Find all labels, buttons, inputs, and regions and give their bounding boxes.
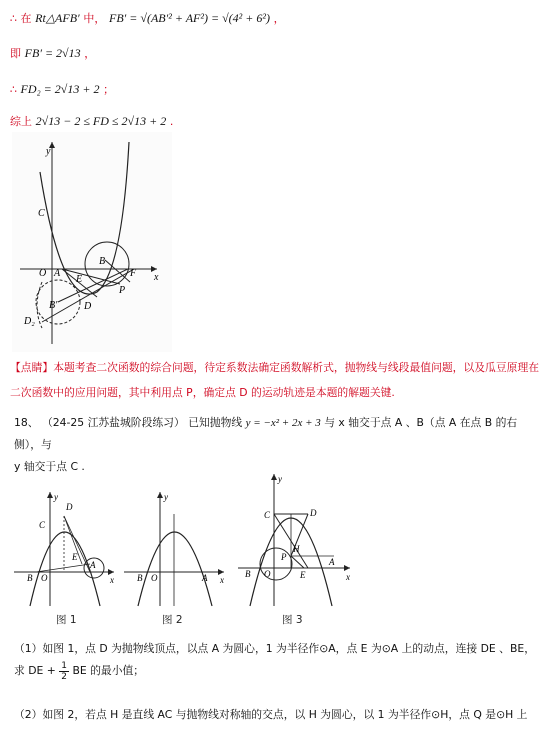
part-1-text-a: （1）如图 1，点 D 为抛物线顶点，以点 A 为圆心，1 为半径作⊙A，点 E 为⊙A 上的动点，连接 DE 、BE， <box>14 642 535 655</box>
note-tag: 【点睛】 <box>10 361 54 374</box>
summary-label: 综上 <box>10 115 32 128</box>
solution-line-3 <box>10 81 114 97</box>
part-1-text-b-prefix: 求 DE + <box>14 664 56 677</box>
fig-label-Bprime: B′ <box>49 300 58 311</box>
question-stem-a: 已知抛物线 <box>188 416 243 429</box>
q-fig3-C: C <box>264 510 271 520</box>
q-fig2-x: x <box>220 575 224 585</box>
q-fig1-B: B <box>27 573 33 583</box>
therefore-label: ∴ <box>10 83 21 96</box>
fig-label-D: D <box>84 301 92 312</box>
q-fig3-E: E <box>300 570 306 580</box>
connector-text: 中， <box>83 12 106 25</box>
fig-label-E: E <box>76 274 83 285</box>
question-figure-3 <box>234 470 358 610</box>
solution-line-4 <box>10 113 173 129</box>
q-fig1-D: D <box>66 502 73 512</box>
solution-line-1 <box>10 10 285 26</box>
fig-label-y: y <box>46 146 51 157</box>
question-figure-2 <box>120 488 230 608</box>
therefore-label: ∴ 在 <box>10 12 32 25</box>
q-fig3-P: P <box>281 552 287 562</box>
fd2-result: FD₂ = 2√13 + 2 <box>20 82 100 96</box>
punctuation: ， <box>84 47 96 60</box>
key-point-note <box>10 355 546 405</box>
part-2 <box>14 704 544 726</box>
solution-figure <box>12 132 172 352</box>
q-fig1-C: C <box>39 520 46 530</box>
part-1 <box>14 638 544 682</box>
q-fig3-A: A <box>329 557 335 567</box>
fig-label-O: O <box>39 268 47 279</box>
q-fig3-y: y <box>278 474 282 484</box>
q-fig3-B: B <box>245 569 251 579</box>
q-fig2-y: y <box>164 492 168 502</box>
q-fig2-B: B <box>137 573 143 583</box>
q-fig3-O: O <box>264 569 271 579</box>
question-stem-c: y 轴交于点 C . <box>14 460 85 473</box>
q-fig1-E: E <box>72 552 78 562</box>
fig-label-C: C <box>38 208 45 219</box>
solution-line-2 <box>10 45 95 61</box>
punctuation: ； <box>103 83 115 96</box>
punctuation: ， <box>273 12 285 25</box>
question-stem-b: 与 x 轴交于点 A 、B（点 A 在点 B 的右侧），与 <box>14 416 518 451</box>
question-source: （24-25 江苏盐城阶段练习） <box>41 416 185 429</box>
question-number: 18、 <box>14 416 39 429</box>
part-2-text: （2）如图 2，若点 H 是直线 AC 与抛物线对称轴的交点，以 H 为圆心，以 1 为半径作⊙H，点 Q 是⊙H 上 <box>14 708 528 721</box>
question-figure-1 <box>10 488 120 608</box>
fig-label-x: x <box>154 272 159 283</box>
q-fig1-O: O <box>41 573 48 583</box>
q-fig3-D: D <box>310 508 317 518</box>
note-text: 本题考查二次函数的综合问题，待定系数法确定函数解析式，抛物线与线段最值问题，以及瓜豆原理在二次函数中的应用问题，其中利用点 P，确定点 D 的运动轨迹是本题的解题关键. <box>10 361 540 399</box>
triangle-expression: Rt△AFB′ <box>35 11 80 25</box>
fraction-denominator: 2 <box>61 671 68 682</box>
fig-label-B: B <box>99 256 106 267</box>
namely-label: 即 <box>10 47 21 60</box>
q-fig2-A: A <box>202 573 208 583</box>
fd-range: 2√13 − 2 ≤ FD ≤ 2√13 + 2 <box>35 114 167 128</box>
q-fig1-y: y <box>54 492 58 502</box>
q-fig1-A: A <box>90 560 96 570</box>
fig-label-F: F <box>130 268 137 279</box>
q-fig1-x: x <box>110 575 114 585</box>
question-18 <box>14 412 544 478</box>
q-fig3-H: H <box>293 544 300 554</box>
fig-label-P: P <box>119 285 126 296</box>
fraction-one-half <box>59 661 69 682</box>
fb-prime-formula: FB′ = √(AB′² + AF²) = √(4² + 6²) <box>108 11 270 25</box>
part-1-text-b-suffix: BE 的最小值； <box>72 664 145 677</box>
q-fig2-O: O <box>151 573 158 583</box>
fb-prime-result: FB′ = 2√13 <box>24 46 81 60</box>
parabola-equation: y = −x² + 2x + 3 <box>245 417 321 429</box>
fig-label-D2: D₂ <box>24 316 35 327</box>
q-fig3-x: x <box>346 572 350 582</box>
figure-3-caption: 图 3 <box>282 614 303 626</box>
fig-label-A: A <box>54 268 61 279</box>
fraction-numerator: 1 <box>61 660 68 671</box>
figure-2-caption: 图 2 <box>162 614 183 626</box>
figure-1-caption: 图 1 <box>56 614 77 626</box>
punctuation: . <box>169 115 174 128</box>
